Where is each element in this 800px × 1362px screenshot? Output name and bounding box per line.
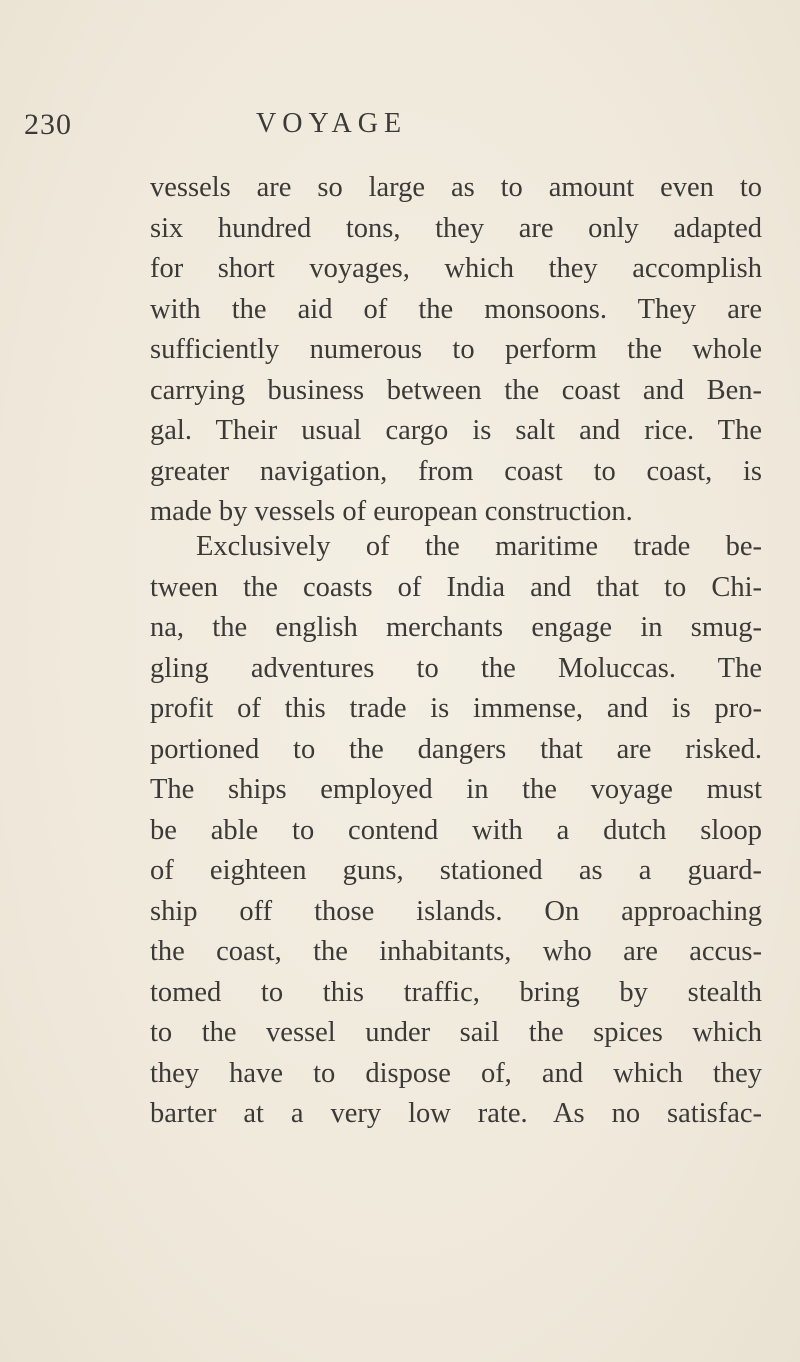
text-line: tween the coasts of India and that to Chi-: [150, 571, 762, 603]
text-line: made by vessels of european construction.: [150, 496, 633, 527]
text-line: sufficiently numerous to perform the whole: [150, 334, 762, 365]
page-number: 230: [24, 108, 72, 141]
text-line: tomed to this traffic, bring by stealth: [150, 976, 762, 1008]
text-line: portioned to the dangers that are risked.: [150, 733, 762, 765]
text-line: greater navigation, from coast to coast, is: [150, 455, 762, 487]
text-line: barter at a very low rate. As no satisfac-: [150, 1098, 762, 1129]
text-line: na, the english merchants engage in smug-: [150, 612, 762, 643]
text-line: they have to dispose of, and which they: [150, 1057, 762, 1089]
text-line: six hundred tons, they are only adapted: [150, 212, 762, 244]
page-header: [0, 108, 800, 148]
text-line: ship off those islands. On approaching: [150, 895, 762, 927]
text-line: carrying business between the coast and Ben-: [150, 374, 762, 406]
running-head: VOYAGE: [256, 108, 408, 139]
text-line: the coast, the inhabitants, who are accus-: [150, 936, 762, 967]
text-line: for short voyages, which they accomplish: [150, 253, 762, 284]
text-line: gling adventures to the Moluccas. The: [150, 652, 762, 684]
text-line: The ships employed in the voyage must: [150, 774, 762, 805]
paragraph-1: [150, 168, 762, 533]
text-line: gal. Their usual cargo is salt and rice. The: [150, 415, 762, 446]
text-line: Exclusively of the maritime trade be-: [196, 531, 762, 562]
paragraph-2: [150, 527, 762, 1135]
text-line: vessels are so large as to amount even to: [150, 172, 762, 203]
text-line: with the aid of the monsoons. They are: [150, 293, 762, 325]
text-line: of eighteen guns, stationed as a guard-: [150, 855, 762, 886]
text-line: to the vessel under sail the spices which: [150, 1017, 762, 1048]
text-line: be able to contend with a dutch sloop: [150, 814, 762, 846]
text-line: profit of this trade is immense, and is pro-: [150, 693, 762, 724]
